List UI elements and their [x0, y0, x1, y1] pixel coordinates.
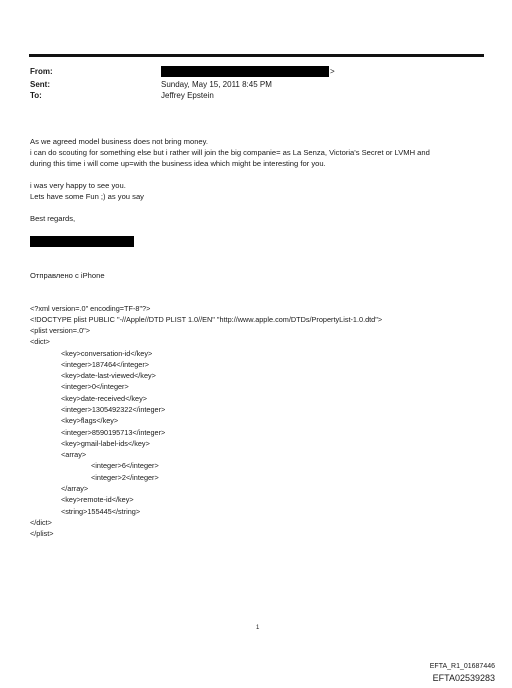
- sent-from-iphone: Отправлено с iPhone: [30, 271, 105, 280]
- xml-line: <key>flags</key>: [61, 416, 119, 425]
- xml-line: <key>remote-id</key>: [61, 495, 134, 504]
- xml-line: </plist>: [30, 529, 54, 538]
- from-label: From:: [30, 67, 53, 76]
- to-value: Jeffrey Epstein: [161, 91, 214, 100]
- xml-line: <integer>2</integer>: [91, 473, 159, 482]
- xml-line: <plist version=.0">: [30, 326, 90, 335]
- xml-line: <!DOCTYPE plist PUBLIC "-//Apple//DTD PLIST 1.0//EN" "http://www.apple.com/DTDs/PropertyList-1.0.dtd">: [30, 315, 383, 324]
- xml-line: <array>: [61, 450, 87, 459]
- body-line: i can do scouting for something else but i rather will join the big companie= as La Senza, Victoria's Secret or LVMH and: [30, 148, 430, 157]
- from-suffix: >: [330, 67, 335, 76]
- bates-stamp-2: EFTA02539283: [432, 673, 495, 683]
- xml-line: <integer>8590195713</integer>: [61, 428, 166, 437]
- sent-label: Sent:: [30, 80, 50, 89]
- page-number: 1: [256, 625, 260, 631]
- xml-line: </array>: [61, 484, 89, 493]
- xml-line: <key>date-last-viewed</key>: [61, 371, 156, 380]
- xml-line: <key>conversation-id</key>: [61, 349, 153, 358]
- xml-line: <integer>0</integer>: [61, 382, 129, 391]
- xml-line: <?xml version=.0" encoding=TF-8"?>: [30, 304, 151, 313]
- redaction-bar-from: [161, 66, 329, 77]
- redaction-bar-signature: [30, 236, 134, 247]
- body-line: As we agreed model business does not bring money.: [30, 137, 208, 146]
- xml-line: <string>155445</string>: [61, 507, 141, 516]
- bates-stamp-1: EFTA_R1_01687446: [429, 663, 495, 670]
- body-line: i was very happy to see you.: [30, 181, 126, 190]
- xml-line: <integer>1305492322</integer>: [61, 405, 166, 414]
- to-label: To:: [30, 91, 42, 100]
- xml-line: <dict>: [30, 337, 50, 346]
- sent-value: Sunday, May 15, 2011 8:45 PM: [161, 80, 272, 89]
- body-line: during this time i will come up=with the business idea which might be interesting for you.: [30, 159, 326, 168]
- xml-line: <key>gmail-label-ids</key>: [61, 439, 150, 448]
- header-rule: [29, 54, 484, 57]
- xml-line: <key>date-received</key>: [61, 394, 147, 403]
- xml-line: </dict>: [30, 518, 52, 527]
- xml-line: <integer>6</integer>: [91, 461, 159, 470]
- xml-line: <integer>187464</integer>: [61, 360, 150, 369]
- closing: Best regards,: [30, 214, 76, 223]
- body-line: Lets have some Fun ;) as you say: [30, 192, 144, 201]
